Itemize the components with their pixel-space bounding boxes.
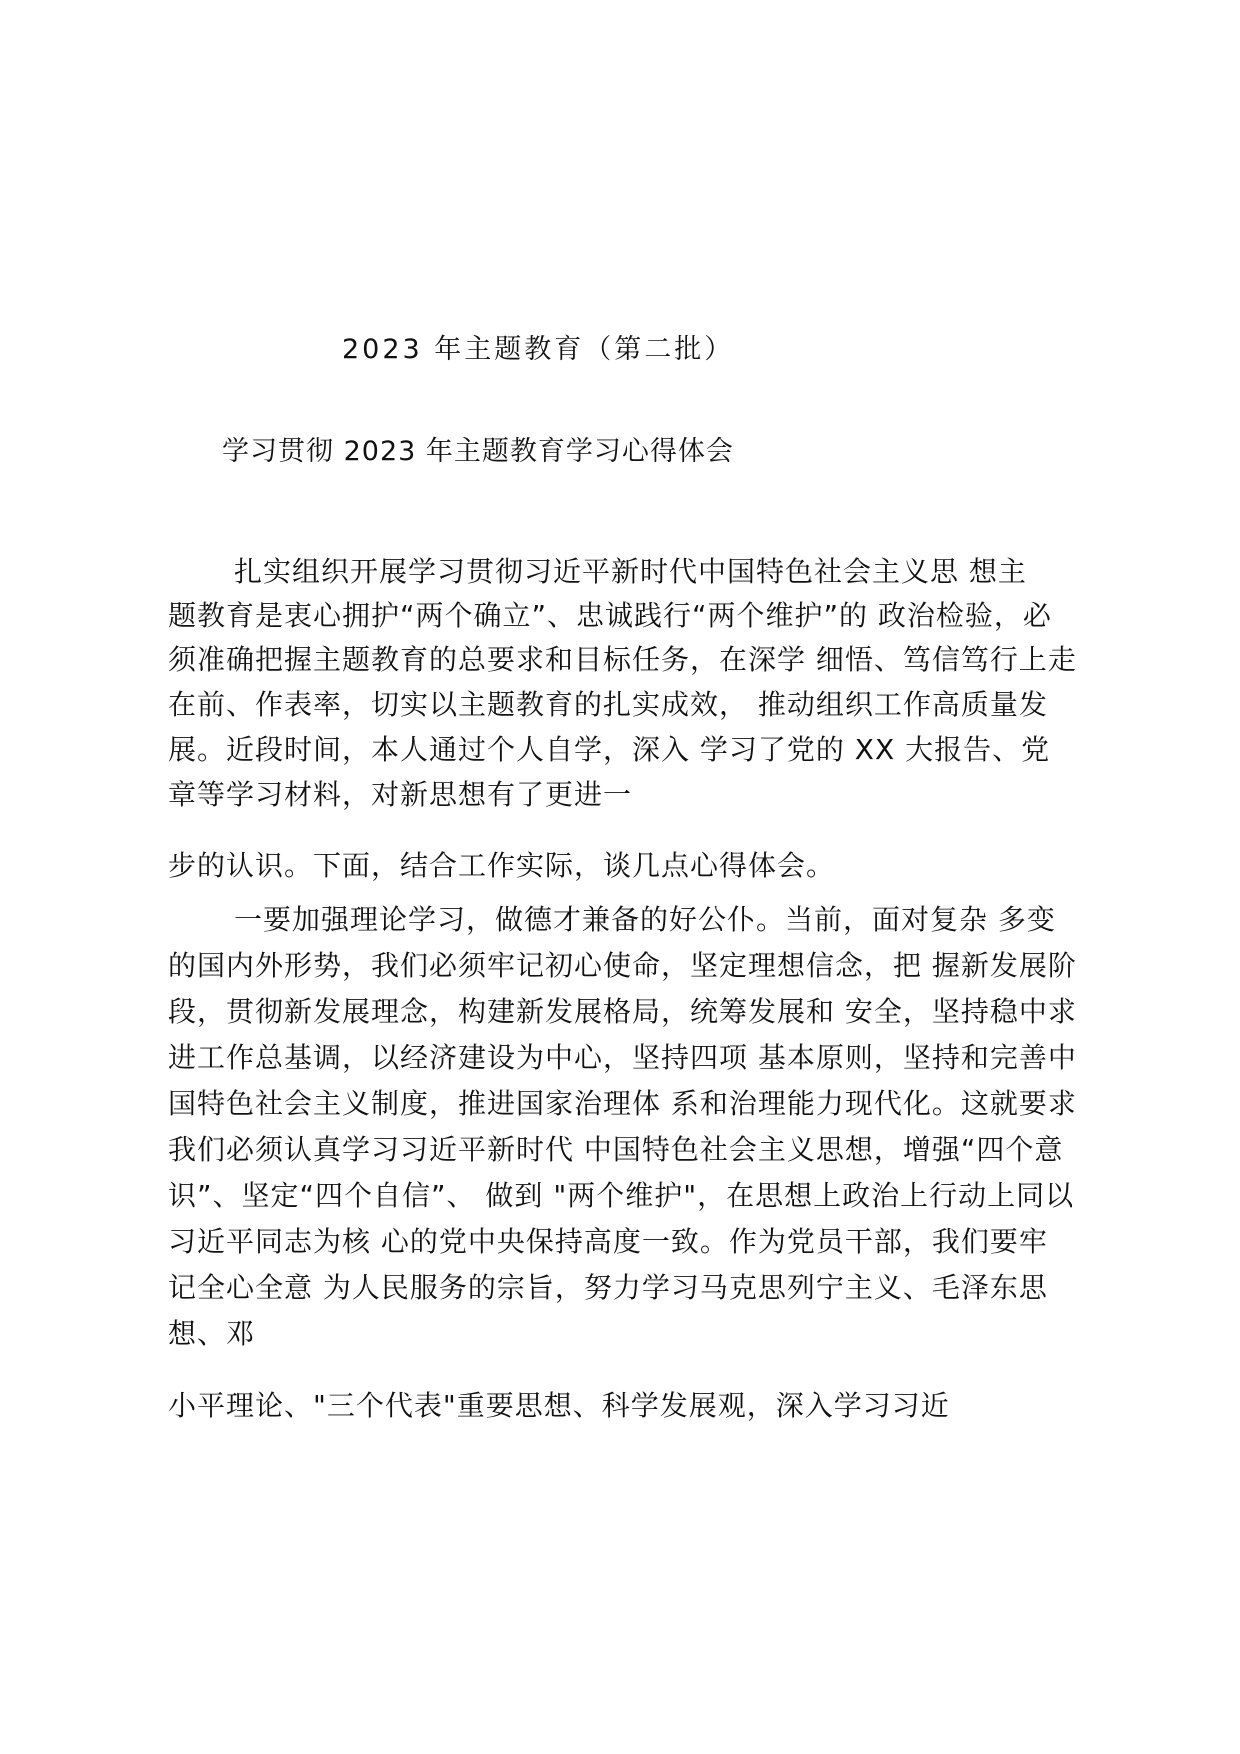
document-subheading: 学习贯彻 2023 年主题教育学习心得体会	[222, 436, 734, 467]
paragraph-line: 的国内外形势，我们必须牢记初心使命，坚定理想信念，把 握新发展阶	[168, 949, 1077, 982]
paragraph-line: 习近平同志为核 心的党中央保持高度一致。作为党员干部，我们要牢	[168, 1225, 1048, 1258]
paragraph-line: 在前、作表率，切实以主题教育的扎实成效， 推动组织工作高质量发	[168, 688, 1048, 721]
paragraph-line: 识”、坚定“四个自信”、 做到 "两个维护"，在思想上政治上行动上同以	[168, 1179, 1075, 1212]
paragraph-line: 我们必须认真学习习近平新时代 中国特色社会主义思想，增强“四个意	[168, 1133, 1064, 1166]
paragraph-line: 国特色社会主义制度，推进国家治理体 系和治理能力现代化。这就要求	[168, 1087, 1077, 1120]
paragraph-line: 记全心全意 为人民服务的宗旨，努力学习马克思列宁主义、毛泽东思	[168, 1271, 1048, 1304]
paragraph-line: 一要加强理论学习，做德才兼备的好公仆。当前，面对复杂 多变	[234, 903, 1056, 936]
paragraph-line: 小平理论、"三个代表"重要思想、科学发展观，深入学习习近	[168, 1389, 950, 1422]
document-heading: 2023 年主题教育（第二批）	[342, 334, 735, 365]
paragraph-line: 步的认识。下面，结合工作实际，谈几点心得体会。	[168, 849, 836, 882]
paragraph-line: 章等学习材料，对新思想有了更进一	[168, 778, 633, 811]
paragraph-line: 扎实组织开展学习贯彻习近平新时代中国特色社会主义思 想主	[234, 555, 1027, 588]
paragraph-line: 展。近段时间，本人通过个人自学，深入 学习了党的 XX 大报告、党	[168, 733, 1051, 766]
paragraph-line: 题教育是衷心拥护“两个确立”、忠诚践行“两个维护”的 政治检验，必	[168, 599, 1052, 632]
paragraph-line: 进工作总基调，以经济建设为中心，坚持四项 基本原则，坚持和完善中	[168, 1041, 1077, 1074]
paragraph-line: 须准确把握主题教育的总要求和目标任务，在深学 细悟、笃信笃行上走	[168, 643, 1077, 676]
paragraph-line: 想、邓	[168, 1317, 256, 1350]
paragraph-line: 段，贯彻新发展理念，构建新发展格局，统筹发展和 安全，坚持稳中求	[168, 995, 1077, 1028]
